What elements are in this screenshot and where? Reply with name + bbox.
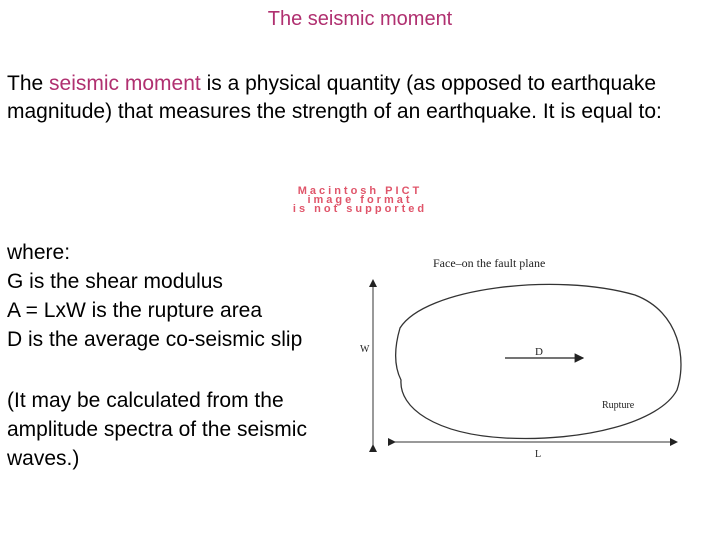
definitions-list	[7, 238, 367, 354]
length-label: L	[535, 449, 542, 460]
placeholder-line-2: image format	[307, 194, 413, 206]
slide-title: The seismic moment	[267, 8, 453, 30]
width-label: W	[360, 344, 370, 355]
intro-highlight: seismic moment	[49, 72, 201, 95]
definition-where: where:	[7, 241, 71, 264]
calculation-note: (It may be calculated from the amplitude spectra of the seismic waves.)	[7, 389, 307, 470]
fault-plane-diagram	[355, 250, 685, 470]
placeholder-line-3: is not supported	[292, 203, 428, 214]
intro-paragraph	[7, 70, 707, 126]
placeholder-line-1: Macintosh PICT	[297, 185, 423, 197]
definition-d: D is the average co-seismic slip	[7, 328, 303, 351]
intro-text-after: is a physical quantity (as opposed to earthquake magnitude) that measures the strength of an earthquake. It is equal to:	[7, 72, 662, 123]
intro-text-before: The	[7, 72, 50, 95]
slip-label: D	[535, 346, 543, 358]
rupture-outline	[396, 284, 681, 438]
rupture-label: Rupture	[602, 400, 635, 411]
definition-a: A = LxW is the rupture area	[7, 299, 263, 322]
figure-caption: Face–on the fault plane	[433, 256, 546, 270]
definition-g: G is the shear modulus	[7, 270, 223, 293]
unsupported-image-placeholder	[200, 184, 520, 214]
